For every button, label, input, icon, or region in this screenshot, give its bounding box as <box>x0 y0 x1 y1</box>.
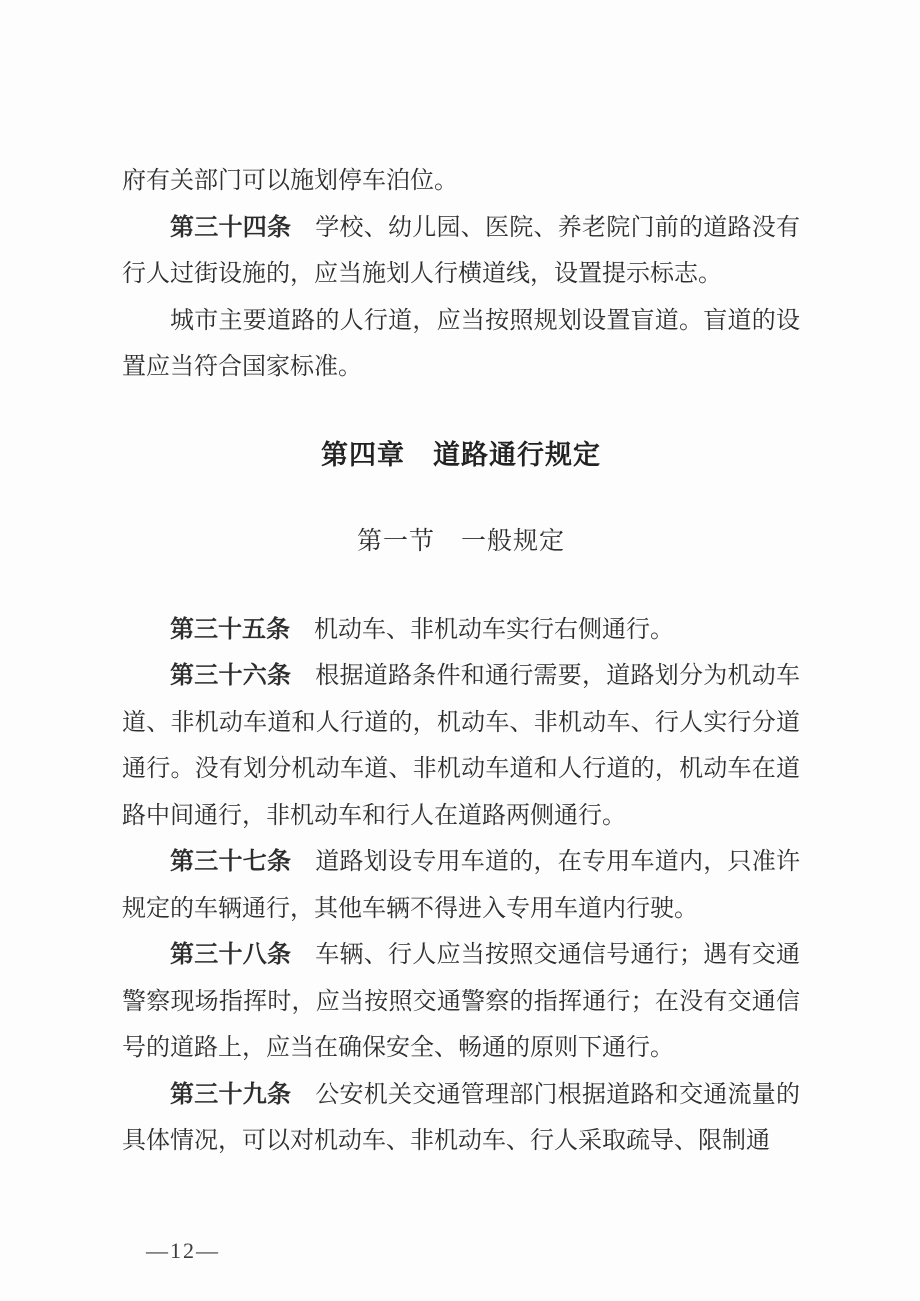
section-heading: 第一节 一般规定 <box>356 528 565 555</box>
paragraph-text: 公安机关交通管理部门根据道路和交通流量的具体情况，可以对机动车、非机动车、行人采取疏导、限制通 <box>122 1081 800 1154</box>
paragraph <box>122 158 800 205</box>
paragraph <box>122 839 800 932</box>
paragraph-text: 根据道路条件和通行需要，道路划分为机动车道、非机动车道和人行道的，机动车、非机动车、行人实行分道通行。没有划分机动车道、非机动车道和人行道的，机动车在道路中间通行，非机动车和行人在道路两侧通行。 <box>122 663 800 829</box>
article-number: 第三十六条 <box>170 662 292 689</box>
paragraph-text: 机动车、非机动车实行右侧通行。 <box>314 616 674 643</box>
article-number: 第三十九条 <box>170 1080 292 1108</box>
paragraph-text: 学校、幼儿园、医院、养老院门前的道路没有行人过街设施的，应当施划人行横道线，设置提示标志。 <box>122 214 800 287</box>
paragraph <box>122 653 800 839</box>
article-number: 第三十八条 <box>170 941 292 968</box>
paragraph <box>122 298 800 391</box>
article-number: 第三十四条 <box>170 213 292 241</box>
paragraph <box>122 607 800 654</box>
document-body <box>122 158 800 1165</box>
article-number: 第三十五条 <box>170 615 290 643</box>
paragraph-text: 道路划设专用车道的，在专用车道内，只准许规定的车辆通行，其他车辆不得进入专用车道内行驶。 <box>122 849 800 922</box>
page-number: —12— <box>146 1238 220 1263</box>
chapter-heading: 第四章 道路通行规定 <box>321 439 601 470</box>
paragraph-text: 府有关部门可以施划停车泊位。 <box>122 168 458 194</box>
paragraph-text: 车辆、行人应当按照交通信号通行；遇有交通警察现场指挥时，应当按照交通警察的指挥通行；在没有交通信号的道路上，应当在确保安全、畅通的原则下通行。 <box>122 942 800 1061</box>
article-number: 第三十七条 <box>170 848 292 875</box>
paragraph <box>122 1072 800 1165</box>
paragraph <box>122 932 800 1072</box>
paragraph-text: 城市主要道路的人行道，应当按照规划设置盲道。盲道的设置应当符合国家标准。 <box>122 307 800 380</box>
paragraph <box>122 205 800 298</box>
